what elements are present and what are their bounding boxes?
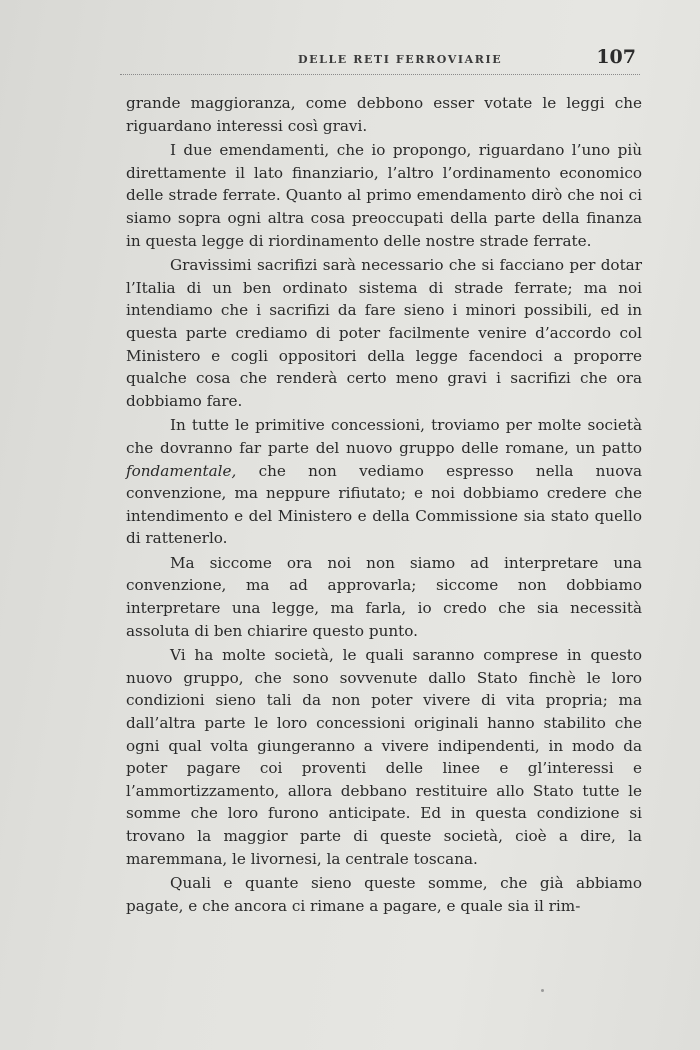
paragraph <box>126 414 642 550</box>
page-number: 107 <box>596 46 636 68</box>
paragraph: grande maggioranza, come debbono esser votate le leggi che riguardano interessi così gravi. <box>126 94 642 135</box>
paper-speck <box>541 989 544 992</box>
paragraph: Gravissimi sacrifizi sarà necessario che si facciano per dotar l’Italia di un ben ordinato sistema di strade ferrate; ma noi intendiamo che i sacrifizi da fare sieno i minori possibili, ed in questa parte crediamo di poter facilmente venire d’accordo col Ministero e cogli oppositori della legge facendoci a proporre qualche cosa che renderà certo meno gravi i sacrifizi che ora dobbiamo fare. <box>126 256 642 410</box>
paragraph: Ma siccome ora noi non siamo ad interpretare una convenzione, ma ad approvarla; siccome non dobbiamo interpretare una legge, ma farla, io credo che sia necessità assoluta di ben chiarire questo punto. <box>126 553 642 640</box>
paragraph: I due emendamenti, che io propongo, riguardano l’uno più direttamente il lato finanziario, l’altro l’ordinamento economico delle strade ferrate. Quanto al primo emendamento dirò che noi ci siamo sopra ogni altra cosa preoccupati della parte della finanza in questa legge di riordinamento delle nostre strade ferrate. <box>126 141 642 250</box>
header-rule <box>120 74 640 75</box>
page-header <box>120 44 640 74</box>
paragraph: Vi ha molte società, le quali saranno comprese in questo nuovo gruppo, che sono sovvenute dallo Stato finchè le loro condizioni sieno tali da non poter vivere di vita propria; ma dall’altra parte le loro concessioni originali hanno stabilito che ogni qual volta giungeranno a vivere indipendenti, in modo da poter pagare coi proventi delle linee e gl’interessi e l’ammortizzamento, allora debbano restituire allo Stato tutte le somme che loro furono anticipate. Ed in questa condizione si trovano la maggior parte di queste società, cioè a dire, la maremmana, le livornesi, la centrale toscana. <box>126 646 642 868</box>
paragraph-text: In tutte le primitive concessioni, troviamo per molte società che dovranno far parte del nuovo gruppo delle romane, un patto <box>126 416 642 457</box>
paragraph: Quali e quante sieno queste somme, che già abbiamo pagate, e che ancora ci rimane a pagare, e quale sia il rim- <box>126 874 642 915</box>
running-head: DELLE RETI FERROVIARIE <box>298 53 503 66</box>
italic-term: fondamentale, <box>126 461 237 480</box>
body-text <box>126 92 642 919</box>
paragraph-text: che non vediamo espresso nella nuova convenzione, ma neppure rifiutato; e noi dobbiamo credere che intendimento e del Ministero e della Commissione sia stato quello di rattenerlo. <box>126 461 642 548</box>
